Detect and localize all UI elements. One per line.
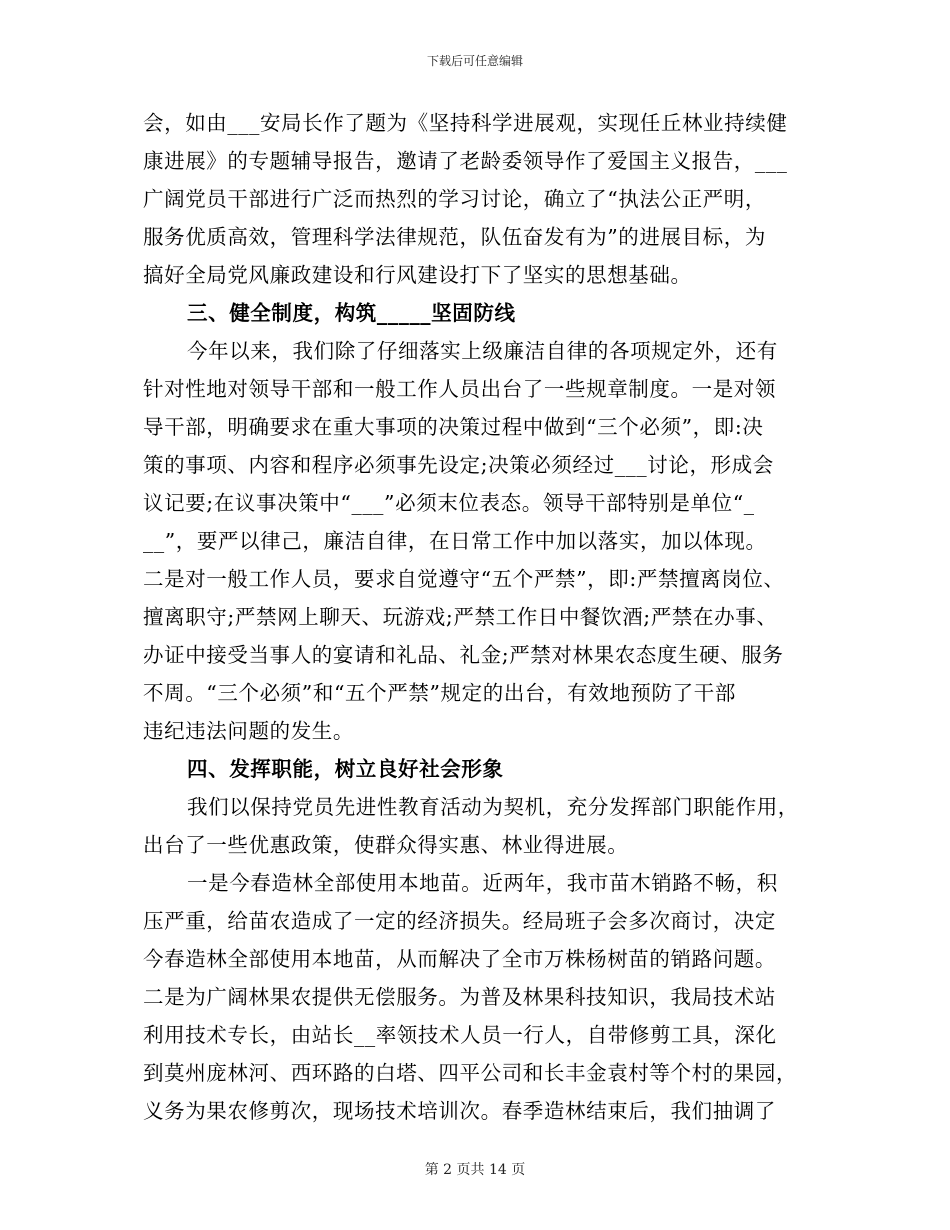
text-line: 擅离职守;严禁网上聊天、玩游戏;严禁工作日中餐饮酒;严禁在办事、 [143, 605, 778, 629]
text-line: 康进展》的专题辅导报告，邀请了老龄委领导作了爱国主义报告，___ [143, 149, 788, 173]
page-footer: 第 2 页共 14 页 [424, 1162, 526, 1178]
section-heading: 三、健全制度，构筑_____坚固防线 [187, 301, 516, 325]
text-line: 一是今春造林全部使用本地苗。近两年，我市苗木销路不畅，积 [187, 871, 778, 895]
text-line: 今春造林全部使用本地苗，从而解决了全市万株杨树苗的销路问题。 [143, 947, 776, 971]
text-line: 出台了一些优惠政策，使群众得实惠、林业得进展。 [143, 833, 629, 857]
section-heading: 四、发挥职能，树立良好社会形象 [187, 757, 504, 781]
text-line: 我们以保持党员先进性教育活动为契机，充分发挥部门职能作用， [187, 795, 799, 819]
text-line: 议记要;在议事决策中“___”必须末位表态。领导干部特别是单位“_ [143, 491, 755, 515]
text-line: __”，要严以律己，廉洁自律，在日常工作中加以落实，加以体现。 [143, 529, 767, 553]
text-line: 广阔党员干部进行广泛而热烈的学习讨论，确立了“执法公正严明， [143, 187, 766, 211]
text-line: 不周。“三个必须”和“五个严禁”规定的出台，有效地预防了干部 [143, 681, 736, 705]
text-line: 办证中接受当事人的宴请和礼品、礼金;严禁对林果农态度生硬、服务 [143, 643, 784, 667]
text-line: 到莫州庞林河、西环路的白塔、四平公司和长丰金袁村等个村的果园， [143, 1061, 798, 1085]
text-line: 会，如由___安局长作了题为《坚持科学进展观，实现任丘林业持续健 [143, 111, 788, 135]
text-line: 针对性地对领导干部和一般工作人员出台了一些规章制度。一是对领 [143, 377, 776, 401]
text-line: 搞好全局党风廉政建设和行风建设打下了坚实的思想基础。 [143, 263, 692, 287]
text-line: 今年以来，我们除了仔细落实上级廉洁自律的各项规定外，还有 [187, 339, 778, 363]
text-line: 二是对一般工作人员，要求自觉遵守“五个严禁”，即:严禁擅离岗位、 [143, 567, 785, 591]
text-line: 二是为广阔林果农提供无偿服务。为普及林果科技知识，我局技术站 [143, 985, 776, 1009]
text-line: 策的事项、内容和程序必须事先设定;决策必须经过___讨论，形成会 [143, 453, 774, 477]
text-line: 导干部，明确要求在重大事项的决策过程中做到“三个必须”，即:决 [143, 415, 764, 439]
text-line: 利用技术专长，由站长__率领技术人员一行人，自带修剪工具，深化 [143, 1023, 777, 1047]
text-line: 服务优质高效，管理科学法律规范，队伍奋发有为”的进展目标，为 [143, 225, 766, 249]
text-line: 压严重，给苗农造成了一定的经济损失。经局班子会多次商讨，决定 [143, 909, 776, 933]
page-header: 下载后可任意编辑 [426, 54, 523, 68]
document-body [143, 104, 823, 1130]
text-line: 违纪违法问题的发生。 [143, 719, 354, 743]
text-line: 义务为果农修剪次，现场技术培训次。春季造林结束后，我们抽调了 [143, 1099, 776, 1123]
